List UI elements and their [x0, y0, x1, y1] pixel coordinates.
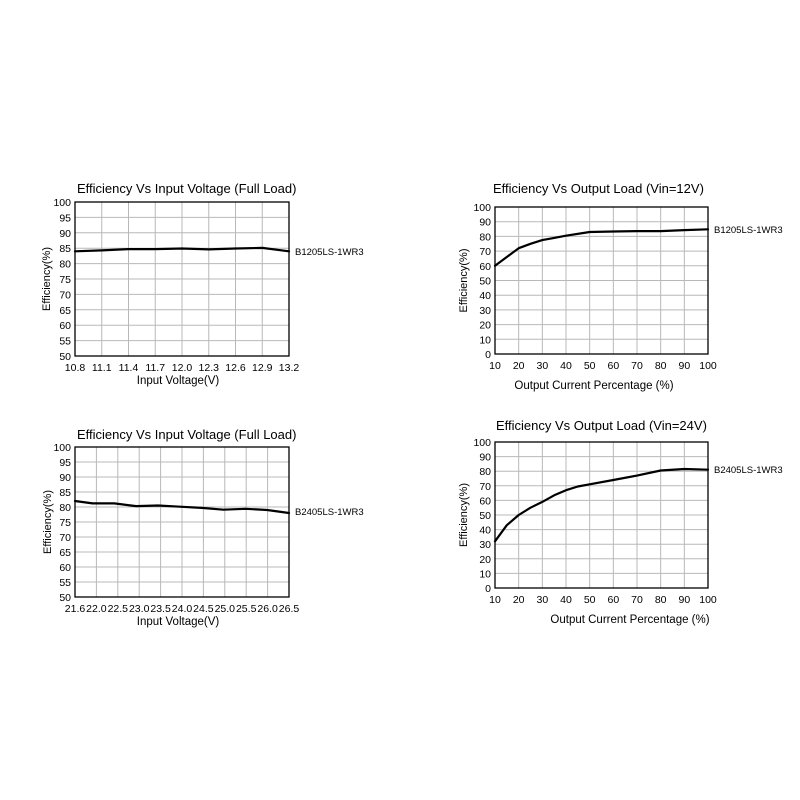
- y-tick-label: 30: [479, 539, 491, 552]
- y-tick-label: 70: [59, 532, 71, 544]
- y-tick-label: 80: [479, 466, 491, 479]
- x-tick-label: 12.0: [171, 362, 193, 374]
- x-tick-label: 23.0: [128, 603, 150, 615]
- y-tick-label: 80: [479, 231, 491, 244]
- chart-4: [458, 418, 783, 626]
- x-tick-label: 50: [583, 594, 596, 606]
- y-axis-label: Efficiency(%): [458, 248, 470, 313]
- y-tick-label: 70: [59, 289, 71, 302]
- x-tick-label: 11.1: [91, 362, 112, 374]
- y-tick-label: 100: [473, 437, 491, 449]
- y-tick-label: 60: [479, 495, 491, 508]
- y-tick-label: 90: [479, 216, 491, 229]
- x-tick-label: 10: [489, 360, 501, 372]
- y-tick-label: 95: [59, 212, 71, 225]
- y-tick-label: 50: [479, 275, 491, 288]
- x-tick-label: 11.4: [118, 362, 139, 374]
- y-tick-label: 30: [479, 304, 491, 317]
- y-axis-label: Efficiency(%): [42, 490, 54, 554]
- series-label: B1205LS-1WR3: [295, 247, 364, 258]
- series-label: B2405LS-1WR3: [714, 465, 783, 476]
- x-tick-label: 60: [607, 594, 620, 606]
- x-axis-label: Input Voltage(V): [136, 616, 220, 628]
- y-tick-label: 0: [485, 349, 491, 361]
- x-tick-label: 100: [699, 594, 717, 606]
- x-tick-label: 24.5: [193, 603, 214, 615]
- x-tick-label: 12.9: [252, 362, 273, 374]
- y-tick-label: 40: [479, 290, 491, 303]
- y-tick-label: 65: [59, 304, 71, 317]
- x-tick-label: 26.5: [278, 603, 300, 615]
- y-tick-label: 75: [59, 517, 71, 529]
- x-tick-label: 50: [583, 360, 596, 372]
- y-tick-label: 0: [485, 583, 491, 595]
- y-tick-label: 95: [59, 457, 71, 469]
- y-tick-label: 10: [479, 568, 491, 581]
- series-line: [495, 469, 708, 541]
- x-tick-label: 12.3: [198, 362, 219, 374]
- y-tick-label: 55: [59, 577, 71, 589]
- x-tick-label: 60: [607, 360, 620, 372]
- series-line: [495, 229, 708, 265]
- x-tick-label: 22.5: [107, 603, 129, 615]
- chart-title: Efficiency Vs Output Load (Vin=12V): [493, 181, 704, 196]
- y-tick-label: 100: [53, 197, 71, 209]
- y-tick-label: 90: [59, 472, 71, 484]
- chart-title: Efficiency Vs Input Voltage (Full Load): [77, 427, 297, 442]
- series-label: B1205LS-1WR3: [714, 225, 783, 236]
- y-tick-label: 20: [479, 319, 491, 332]
- y-tick-label: 90: [59, 227, 71, 240]
- y-tick-label: 90: [479, 451, 491, 464]
- x-tick-label: 100: [699, 360, 717, 372]
- y-tick-label: 40: [479, 524, 491, 537]
- y-axis-label: Efficiency(%): [41, 247, 53, 311]
- x-axis-label: Input Voltage(V): [136, 375, 220, 387]
- x-tick-label: 40: [560, 594, 572, 606]
- y-tick-label: 85: [59, 243, 71, 256]
- x-tick-label: 12.6: [225, 362, 246, 374]
- y-tick-label: 60: [479, 260, 491, 273]
- chart-1: [41, 181, 364, 387]
- y-tick-label: 50: [59, 351, 71, 363]
- y-tick-label: 80: [59, 258, 71, 271]
- x-tick-label: 20: [512, 360, 525, 372]
- x-tick-label: 70: [631, 594, 643, 606]
- y-tick-label: 80: [59, 502, 71, 514]
- x-tick-label: 40: [560, 360, 572, 372]
- x-tick-label: 25.5: [235, 603, 257, 615]
- x-tick-label: 90: [678, 360, 691, 372]
- y-tick-label: 55: [59, 335, 71, 348]
- chart-2: [458, 181, 783, 392]
- x-tick-label: 21.6: [64, 603, 86, 615]
- x-tick-label: 90: [678, 594, 691, 606]
- x-tick-label: 10: [489, 594, 501, 606]
- y-tick-label: 20: [479, 553, 491, 566]
- x-tick-label: 26.0: [257, 603, 278, 615]
- y-tick-label: 60: [59, 562, 71, 574]
- y-axis-label: Efficiency(%): [458, 483, 470, 547]
- y-tick-label: 10: [479, 334, 491, 347]
- x-tick-label: 25.0: [214, 603, 236, 615]
- chart-title: Efficiency Vs Output Load (Vin=24V): [496, 418, 707, 433]
- y-tick-label: 70: [479, 246, 491, 259]
- x-tick-label: 10.8: [64, 362, 86, 374]
- x-tick-label: 13.2: [278, 362, 300, 374]
- series-label: B2405LS-1WR3: [295, 507, 364, 518]
- x-tick-label: 30: [536, 360, 549, 372]
- chart-3: [42, 427, 364, 628]
- y-tick-label: 75: [59, 274, 71, 286]
- x-tick-label: 80: [654, 360, 667, 372]
- x-tick-label: 20: [512, 594, 525, 606]
- chart-title: Efficiency Vs Input Voltage (Full Load): [77, 181, 297, 196]
- x-tick-label: 80: [654, 594, 667, 606]
- y-tick-label: 85: [59, 487, 71, 499]
- x-tick-label: 23.5: [150, 603, 171, 615]
- x-tick-label: 70: [631, 360, 643, 372]
- x-tick-label: 11.7: [145, 362, 166, 374]
- y-tick-label: 50: [479, 510, 491, 522]
- x-tick-label: 22.0: [86, 603, 107, 615]
- y-tick-label: 50: [59, 592, 71, 604]
- x-axis-label: Output Current Percentage (%): [550, 614, 710, 626]
- x-tick-label: 24.0: [171, 603, 193, 615]
- x-tick-label: 30: [536, 594, 549, 606]
- x-axis-label: Output Current Percentage (%): [514, 380, 674, 392]
- y-tick-label: 60: [59, 320, 71, 333]
- y-tick-label: 100: [53, 442, 71, 454]
- y-tick-label: 100: [473, 202, 491, 214]
- y-tick-label: 70: [479, 480, 491, 493]
- y-tick-label: 65: [59, 547, 71, 559]
